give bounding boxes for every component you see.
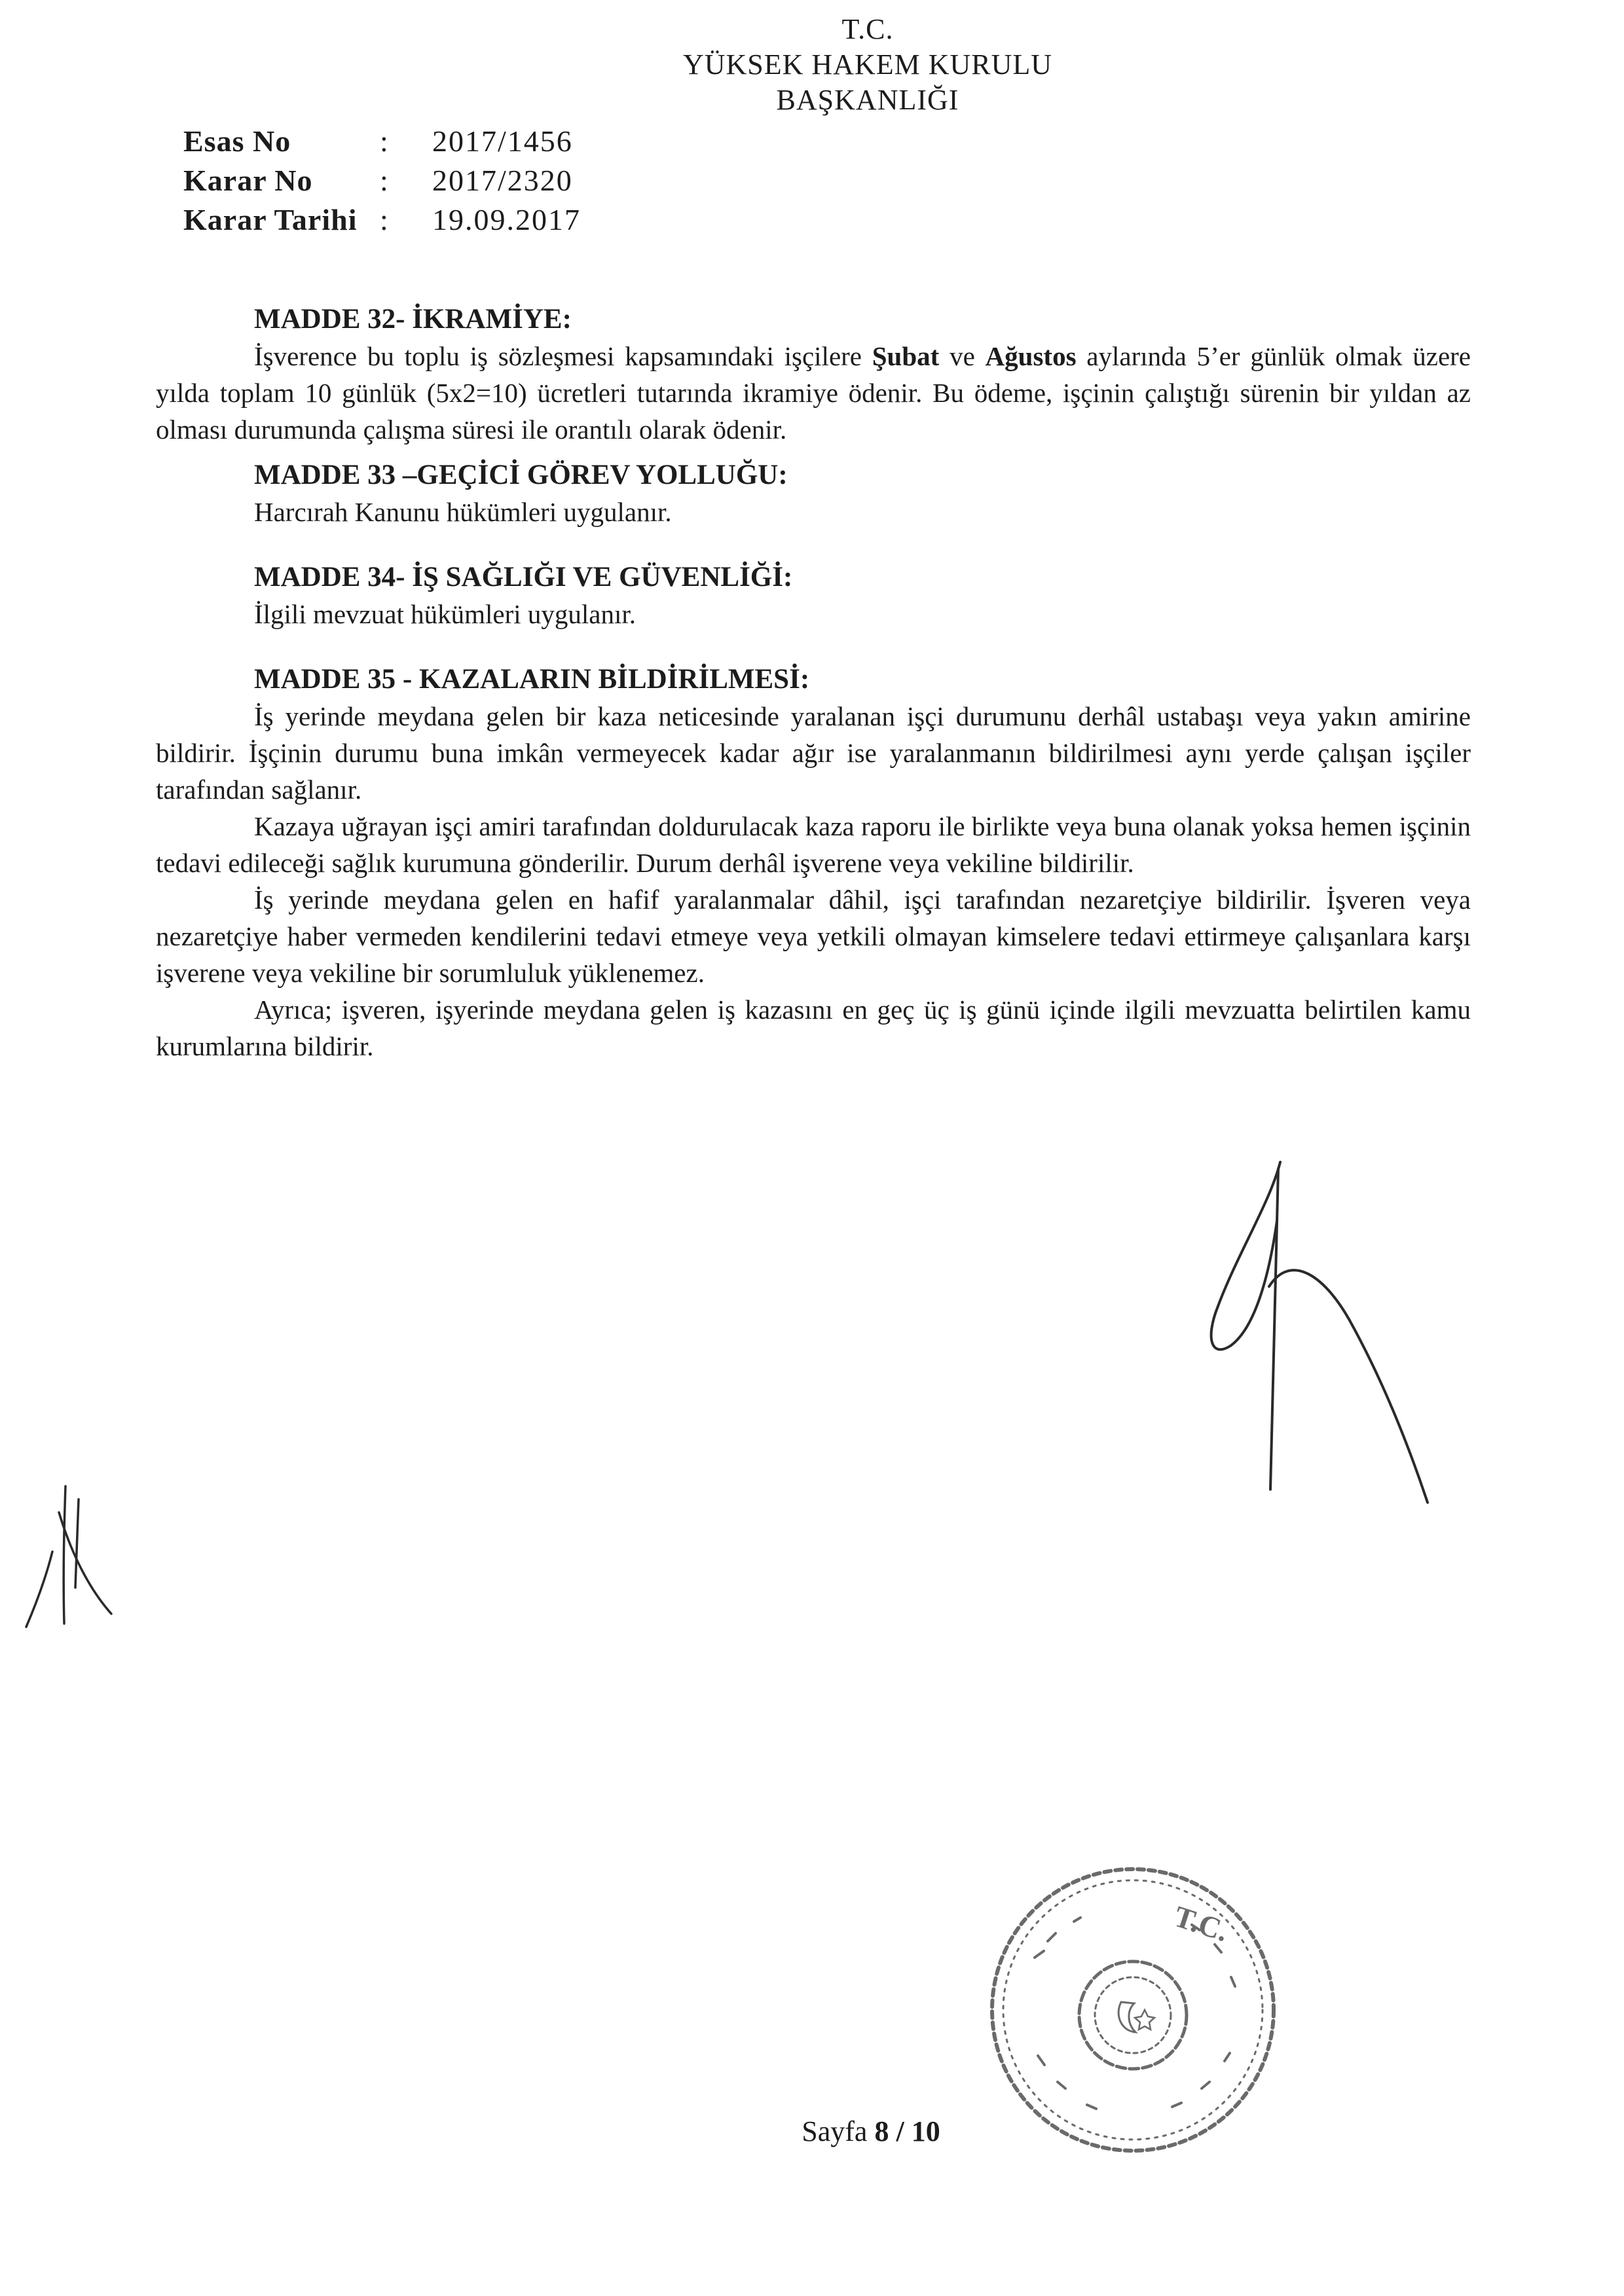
official-seal-icon bbox=[976, 1853, 1290, 2167]
article-34-text: İlgili mevzuat hükümleri uygulanır. bbox=[254, 599, 636, 629]
article-35-paragraph-4: Ayrıca; işveren, işyerinde meydana gelen iş kazasını en geç üç iş günü içinde ilgili mevzuatta belirtilen kamu kurumlarına bildirir. bbox=[156, 994, 1471, 1061]
meta-row-esas bbox=[183, 122, 581, 161]
month-subat: Şubat bbox=[872, 341, 940, 371]
page-number bbox=[773, 2115, 969, 2148]
meta-row-tarih bbox=[183, 200, 581, 240]
tarih-value: 19.09.2017 bbox=[432, 203, 581, 236]
seal-text: T.C. bbox=[1170, 1899, 1233, 1948]
article-32-text-start: İşverence bu toplu iş sözleşmesi kapsamındaki işçilere bbox=[254, 341, 872, 371]
article-32-text-end: aylarında 5’er günlük olmak üzere yılda toplam 10 günlük (5x2=10) ücretleri tutarında ikramiye ödenir. Bu ödeme, işçinin çalıştığı sürenin bir yıldan az olması durumunda çalışma süresi ile orantılı olarak ödenir. bbox=[156, 341, 1471, 445]
header-line-presidency: BAŞKANLIĞI bbox=[776, 84, 959, 116]
article-35-paragraph-3: İş yerinde meydana gelen en hafif yaralanmalar dâhil, işçi tarafından nezaretçiye bildirilir. İşveren veya nezaretçiye haber vermeden kendilerini tedavi etmeye veya yetkili olmayan kimselere tedavi ettirmeye çalışanlara karşı işverene veya vekiline bir sorumluluk yüklenemez. bbox=[156, 884, 1471, 988]
article-35-paragraph-2: Kazaya uğrayan işçi amiri tarafından doldurulacak kaza raporu ile birlikte veya buna olanak yoksa hemen işçinin tedavi edileceği sağlık kurumuna gönderilir. Durum derhâl işverene veya vekiline bildirilir. bbox=[156, 811, 1471, 878]
esas-label: Esas No bbox=[183, 124, 291, 158]
article-34-title: MADDE 34- İŞ SAĞLIĞI VE GÜVENLİĞİ: bbox=[254, 562, 793, 592]
case-meta bbox=[183, 122, 581, 240]
page-separator: / bbox=[889, 2115, 912, 2147]
esas-value: 2017/1456 bbox=[432, 124, 573, 158]
article-35-title: MADDE 35 - KAZALARIN BİLDİRİLMESİ: bbox=[254, 664, 810, 695]
article-32-title: MADDE 32- İKRAMİYE: bbox=[254, 304, 572, 335]
tarih-label: Karar Tarihi bbox=[183, 203, 358, 236]
meta-colon: : bbox=[380, 124, 388, 158]
page-word: Sayfa bbox=[802, 2115, 868, 2147]
initials-icon bbox=[13, 1473, 144, 1643]
meta-colon: : bbox=[380, 164, 388, 197]
header-line-institution: YÜKSEK HAKEM KURULU bbox=[682, 48, 1053, 81]
month-agustos: Ağustos bbox=[985, 341, 1077, 371]
meta-colon: : bbox=[380, 203, 388, 236]
document-body bbox=[156, 301, 1471, 1065]
page-total: 10 bbox=[911, 2115, 940, 2147]
karar-label: Karar No bbox=[183, 164, 313, 197]
article-33-title: MADDE 33 –GEÇİCİ GÖREV YOLLUĞU: bbox=[254, 460, 788, 490]
karar-value: 2017/2320 bbox=[432, 164, 573, 197]
article-32-paragraph bbox=[156, 338, 1471, 448]
signature-icon bbox=[1192, 1149, 1467, 1555]
page-current: 8 bbox=[874, 2115, 889, 2147]
meta-row-karar bbox=[183, 161, 581, 200]
header-line-tc: T.C. bbox=[841, 13, 894, 45]
article-32-text-and: ve bbox=[939, 341, 986, 371]
document-header bbox=[524, 12, 1211, 118]
article-33-text: Harcırah Kanunu hükümleri uygulanır. bbox=[254, 497, 672, 527]
article-35-paragraph-1: İş yerinde meydana gelen bir kaza neticesinde yaralanan işçi durumunu derhâl ustabaşı veya yakın amirine bildirir. İşçinin durumu buna imkân vermeyecek kadar ağır ise yaralanmanın bildirilmesi aynı yerde çalışan işçiler tarafından sağlanır. bbox=[156, 701, 1471, 805]
